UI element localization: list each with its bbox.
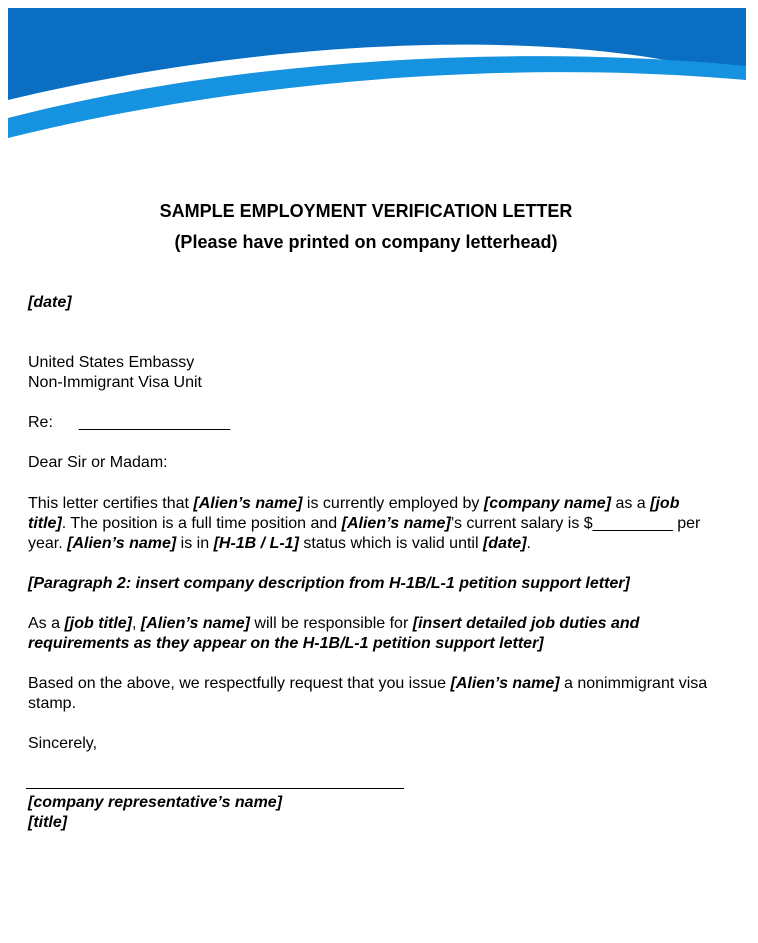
date-placeholder: [date] [482,535,527,552]
job-duties-placeholder: [insert detailed job duties and [412,615,640,632]
header-wave-graphic [0,0,758,150]
p1-text: is in [176,535,214,552]
paragraph-1-line-3 [28,534,531,554]
alien-name-placeholder: [Alien’s name] [193,495,303,512]
paragraph-3-line-2: requirements as they appear on the H-1B/L-1 petition support letter] [28,635,544,652]
re-line [28,413,230,433]
re-label: Re: [28,414,53,431]
signature-line [26,788,404,789]
job-title-placeholder: [job [650,495,680,512]
paragraph-1-line-1 [28,494,679,514]
letter-subtitle: (Please have printed on company letterhead) [174,232,558,252]
p1-text: . [526,535,531,552]
p1-text: ’s current salary is $_________ per [450,515,701,532]
paragraph-4-line-2: stamp. [28,695,77,712]
recipient-line-1: United States Embassy [28,354,195,371]
closing: Sincerely, [28,735,98,752]
alien-name-placeholder: [Alien’s name] [341,515,451,532]
recipient-line-2: Non-Immigrant Visa Unit [28,374,202,391]
signature-name: [company representative’s name] [28,794,283,811]
re-blank: _________________ [78,414,231,431]
p1-text: is currently employed by [302,495,484,512]
p3-text: will be responsible for [249,615,413,632]
job-title-placeholder: [job title] [64,615,133,632]
p1-text: year. [28,535,68,552]
visa-status-placeholder: [H-1B / L-1] [213,535,299,552]
p1-text: This letter certifies that [28,495,194,512]
p1-text: . The position is a full time position and [61,515,342,532]
date-placeholder: [date] [28,294,72,311]
alien-name-placeholder: [Alien’s name] [67,535,177,552]
paragraph-3-line-1 [28,614,639,634]
alien-name-placeholder: [Alien’s name] [450,675,560,692]
alien-name-placeholder: [Alien’s name] [140,615,250,632]
signature-title: [title] [28,814,68,831]
p3-text: As a [28,615,65,632]
paragraph-4-line-1 [28,674,707,694]
salutation: Dear Sir or Madam: [28,454,168,471]
p4-text: Based on the above, we respectfully request that you issue [28,675,451,692]
paragraph-2: [Paragraph 2: insert company description from H-1B/L-1 petition support letter] [28,575,630,592]
p1-text: status which is valid until [298,535,483,552]
job-title-placeholder: title] [28,515,62,532]
company-name-placeholder: [company name] [483,495,612,512]
p4-text: a nonimmigrant visa [559,675,708,692]
paragraph-1-line-2 [28,514,700,534]
header-wave-dark [8,8,746,100]
letter-title: SAMPLE EMPLOYMENT VERIFICATION LETTER [159,201,573,221]
p1-text: as a [611,495,651,512]
p3-text: , [132,615,141,632]
